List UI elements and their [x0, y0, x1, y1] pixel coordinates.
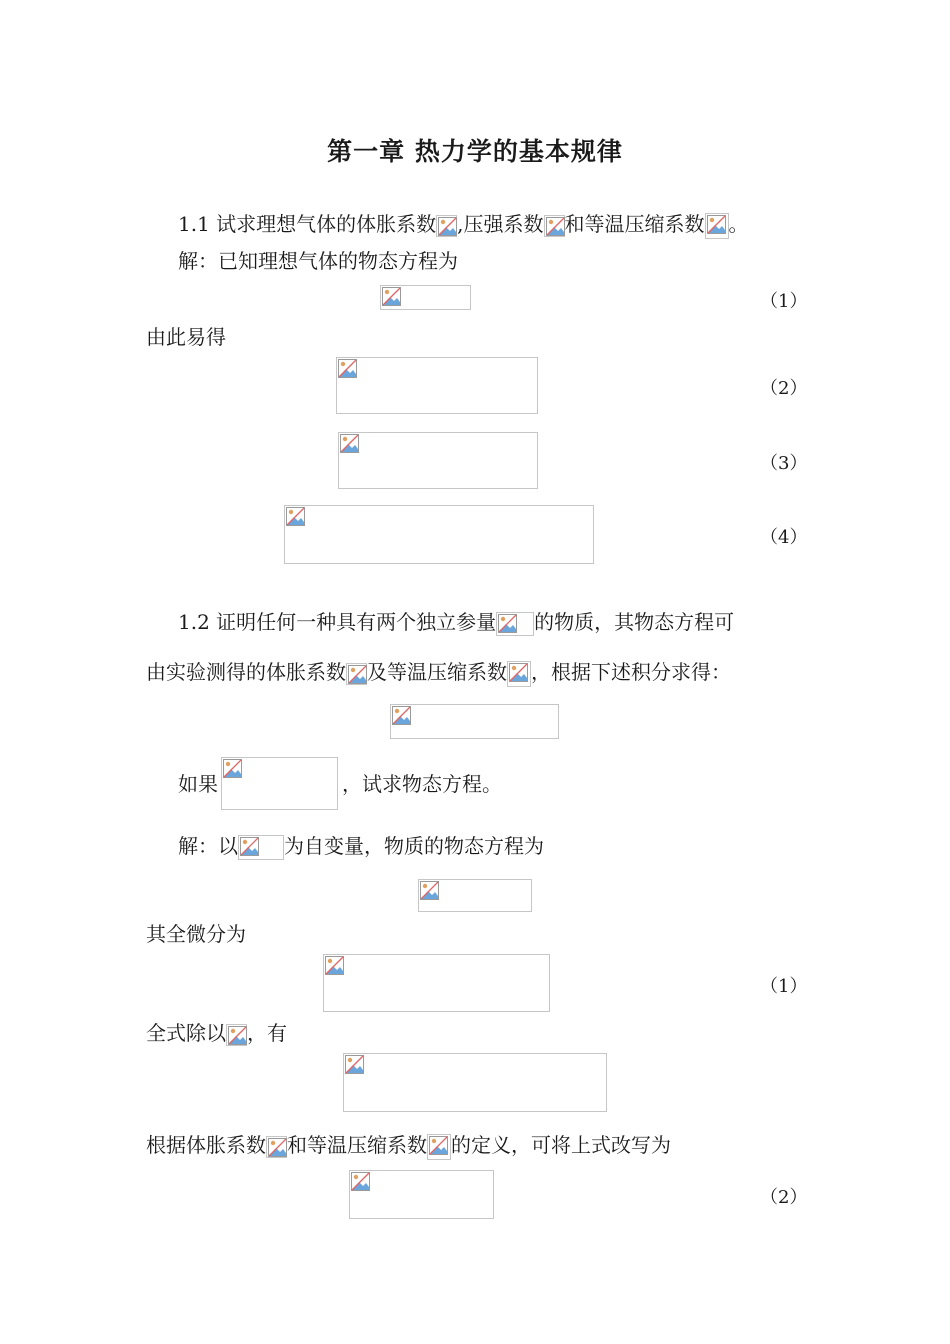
text: 1.2 证明任何一种具有两个独立参量: [178, 610, 497, 634]
broken-image-icon: [546, 217, 565, 236]
text: 解：以: [178, 834, 238, 858]
broken-image-icon: [240, 837, 259, 856]
text: 全式除以: [146, 1021, 226, 1045]
equation-number: （3）: [760, 453, 808, 474]
broken-image-icon: [228, 1026, 247, 1045]
text: 和等温压缩系数: [287, 1133, 427, 1157]
formula-image: [544, 215, 565, 237]
broken-image-icon: [348, 665, 367, 684]
formula-image: [507, 661, 531, 687]
broken-image-icon: [223, 759, 242, 778]
equation-image: [380, 285, 471, 310]
chapter-title: 第一章 热力学的基本规律: [327, 137, 623, 166]
problem-1-2-line2: [146, 658, 731, 687]
broken-image-icon: [382, 287, 401, 306]
broken-image-icon: [429, 1136, 448, 1155]
broken-image-icon: [707, 215, 726, 234]
formula-image: [427, 1134, 451, 1160]
broken-image-icon: [286, 507, 305, 526]
equation-number: （4）: [760, 527, 808, 548]
broken-image-icon: [392, 706, 411, 725]
broken-image-icon: [438, 217, 457, 236]
equation-image: [418, 879, 532, 912]
equation-number: （2）: [760, 1187, 808, 1208]
problem-1-2-line1: [178, 608, 734, 636]
broken-image-icon: [340, 434, 359, 453]
text: 为自变量，物质的物态方程为: [284, 834, 544, 858]
q-text-3: 和等温压缩系数: [564, 212, 705, 236]
formula-image: [346, 663, 367, 685]
broken-image-icon: [268, 1138, 287, 1157]
text: 的物质，其物态方程可: [534, 610, 735, 634]
equation-number: （1）: [760, 291, 808, 312]
formula-image: [436, 215, 457, 237]
q-text-4: 。: [728, 212, 749, 236]
equation-image: [349, 1170, 494, 1219]
broken-image-icon: [345, 1055, 364, 1074]
equation-image: [336, 357, 538, 414]
equation-image: [284, 505, 594, 564]
text: 根据体胀系数: [146, 1133, 266, 1157]
equation-number: （2）: [760, 378, 808, 399]
equation-number: （1）: [760, 976, 808, 997]
problem-1-1-question: [178, 210, 749, 239]
text: 的定义，可将上式改写为: [451, 1133, 671, 1157]
if-line-end: ，试求物态方程。: [342, 772, 502, 796]
broken-image-icon: [351, 1172, 370, 1191]
broken-image-icon: [498, 614, 517, 633]
formula-image: [221, 757, 338, 810]
broken-image-icon: [338, 359, 357, 378]
formula-image: [705, 213, 729, 239]
equation-image: [338, 432, 538, 489]
text: 由实验测得的体胀系数: [146, 660, 346, 684]
broken-image-icon: [325, 956, 344, 975]
formula-image: [496, 612, 534, 636]
equation-image: [390, 704, 559, 739]
q-text-2: ,压强系数: [457, 212, 544, 236]
definition-line: [146, 1131, 671, 1160]
text: 如果: [178, 772, 218, 796]
solution-line: [178, 832, 544, 860]
solution-intro: 解：已知理想气体的物态方程为: [178, 249, 458, 273]
total-differential-text: 其全微分为: [146, 922, 246, 946]
formula-image: [238, 835, 284, 860]
derive-text: 由此易得: [146, 325, 226, 349]
divide-line: [146, 1019, 287, 1047]
broken-image-icon: [420, 881, 439, 900]
formula-image: [266, 1136, 287, 1158]
text: 及等温压缩系数: [367, 660, 507, 684]
text: ，根据下述积分求得：: [531, 660, 731, 684]
q-text-1: 1.1 试求理想气体的体胀系数: [178, 212, 437, 236]
if-line: [178, 770, 218, 798]
formula-image: [226, 1024, 247, 1046]
text: ，有: [247, 1021, 287, 1045]
equation-image: [323, 954, 550, 1012]
broken-image-icon: [509, 663, 528, 682]
equation-image: [343, 1053, 607, 1112]
